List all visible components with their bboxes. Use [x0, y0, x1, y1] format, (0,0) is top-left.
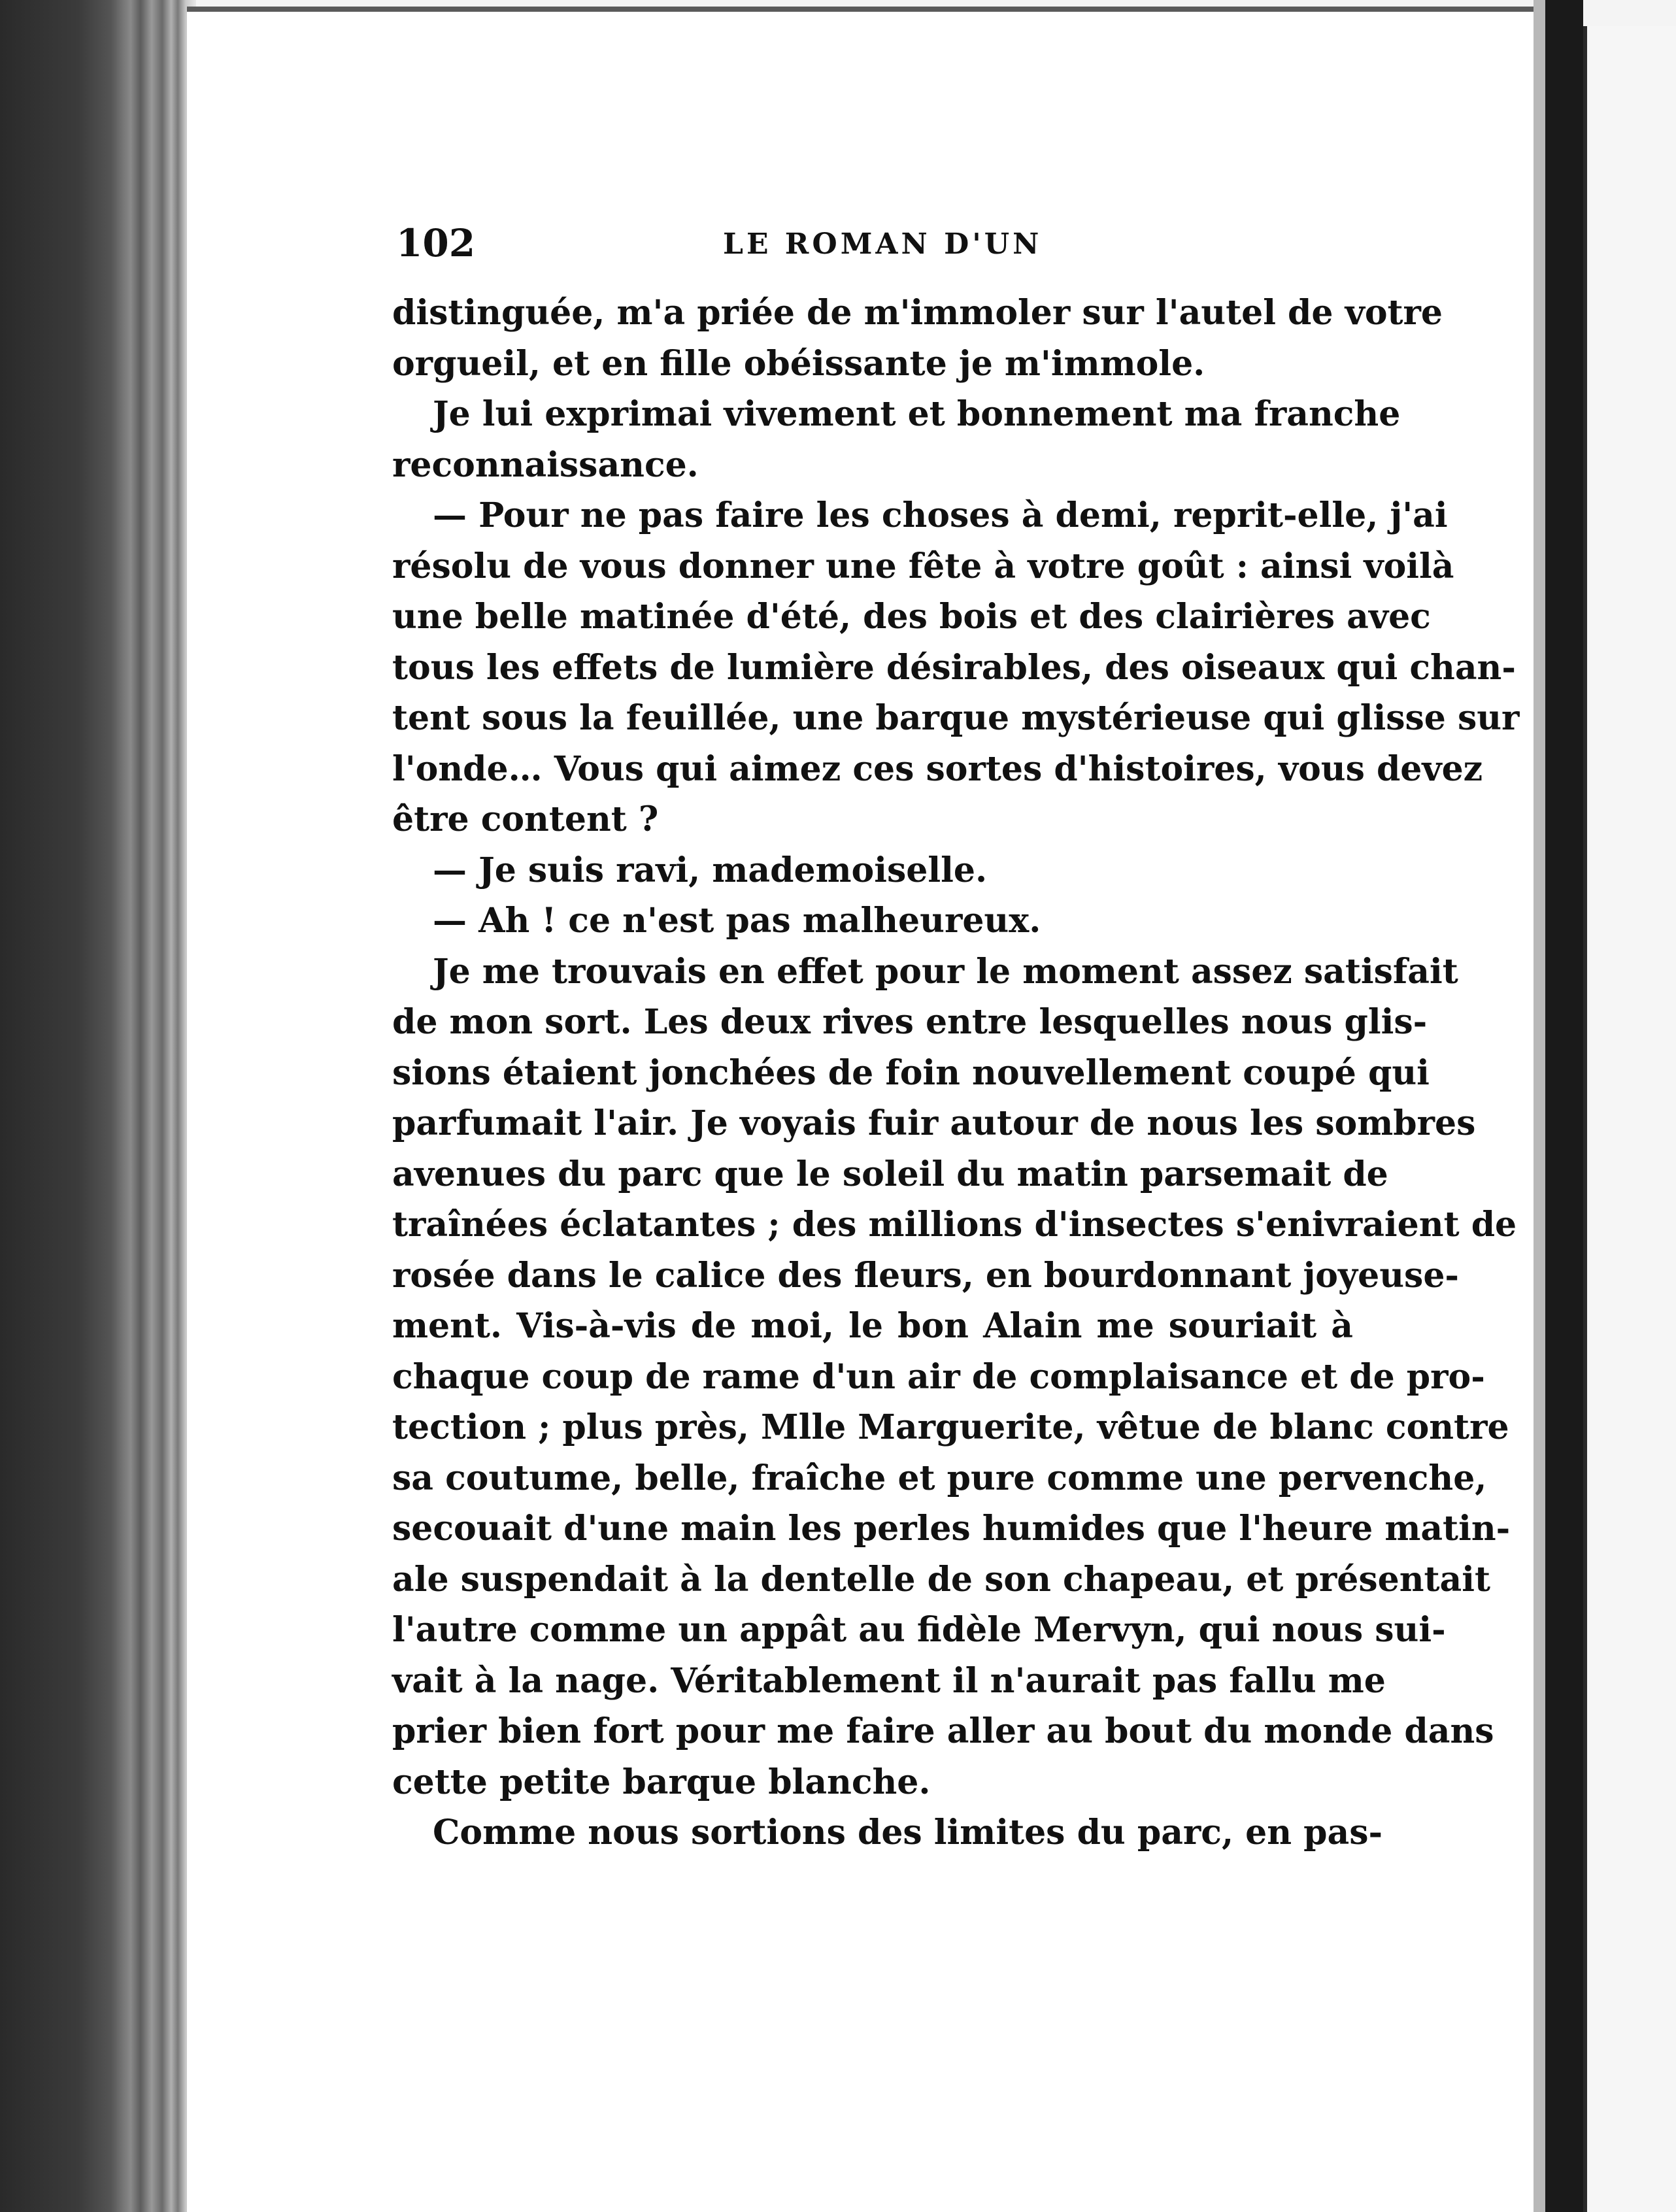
text-line: tection ; plus près, Mlle Marguerite, vêtue de blanc contre: [392, 1407, 1509, 1447]
text-line: — Pour ne pas faire les choses à demi, reprit-elle, j'ai: [433, 495, 1448, 535]
page-edge-right: [1534, 0, 1545, 2212]
text-line: l'onde… Vous qui aimez ces sortes d'histoires, vous devez: [392, 748, 1483, 789]
text-line: ale suspendait à la dentelle de son chapeau, et présentait: [392, 1559, 1490, 1600]
text-line: tent sous la feuillée, une barque mystérieuse qui glisse sur: [392, 698, 1520, 738]
text-line: parfumait l'air. Je voyais fuir autour de nous les sombres: [392, 1103, 1476, 1143]
text-line: résolu de vous donner une fête à votre goût : ainsi voilà: [392, 546, 1454, 586]
text-line: sa coutume, belle, fraîche et pure comme une pervenche,: [392, 1458, 1487, 1498]
text-line: reconnaissance.: [392, 444, 699, 485]
text-line: Comme nous sortions des limites du parc, en pas-: [433, 1813, 1383, 1852]
text-line: ment. Vis-à-vis de moi, le bon Alain me souriait à: [392, 1306, 1353, 1346]
text-line: l'autre comme un appât au fidèle Mervyn, qui nous sui-: [392, 1610, 1446, 1650]
scan-gutter-dark: [1545, 0, 1583, 2212]
text-line: de mon sort. Les deux rives entre lesquelles nous glis-: [392, 1002, 1428, 1042]
text-line: une belle matinée d'été, des bois et des clairières avec: [392, 597, 1431, 637]
facing-page-edge: [1583, 26, 1676, 2212]
text-line: secouait d'une main les perles humides que l'heure matin-: [392, 1509, 1511, 1549]
text-line: Je me trouvais en effet pour le moment assez satisfait: [433, 951, 1458, 992]
body-text: [392, 288, 1520, 1858]
text-line: prier bien fort pour me faire aller au bout du monde dans: [392, 1711, 1494, 1751]
text-line: Je lui exprimai vivement et bonnement ma franche: [433, 394, 1401, 434]
text-line: rosée dans le calice des fleurs, en bourdonnant joyeuse-: [392, 1255, 1459, 1296]
text-line: traînées éclatantes ; des millions d'insectes s'enivraient de: [392, 1205, 1517, 1245]
text-line: distinguée, m'a priée de m'immoler sur l'autel de votre: [392, 293, 1443, 333]
text-line: vait à la nage. Véritablement il n'aurait pas fallu me: [392, 1660, 1386, 1701]
running-title: LE ROMAN D'UN: [723, 227, 1043, 261]
text-line: avenues du parc que le soleil du matin parsemait de: [392, 1154, 1388, 1194]
text-line: chaque coup de rame d'un air de complaisance et de pro-: [392, 1356, 1485, 1397]
text-line: orgueil, et en fille obéissante je m'immole.: [392, 343, 1205, 384]
text-line: — Je suis ravi, mademoiselle.: [433, 850, 988, 890]
book-binding-edge: [0, 0, 196, 2212]
text-line: — Ah ! ce n'est pas malheureux.: [433, 901, 1041, 941]
page-header: [396, 221, 1403, 273]
text-line: être content ?: [392, 799, 659, 839]
text-line: tous les effets de lumière désirables, des oiseaux qui chan-: [392, 647, 1516, 688]
page-number: 102: [396, 221, 476, 265]
text-line: sions étaient jonchées de foin nouvellement coupé qui: [392, 1052, 1430, 1093]
text-line: cette petite barque blanche.: [392, 1762, 931, 1802]
